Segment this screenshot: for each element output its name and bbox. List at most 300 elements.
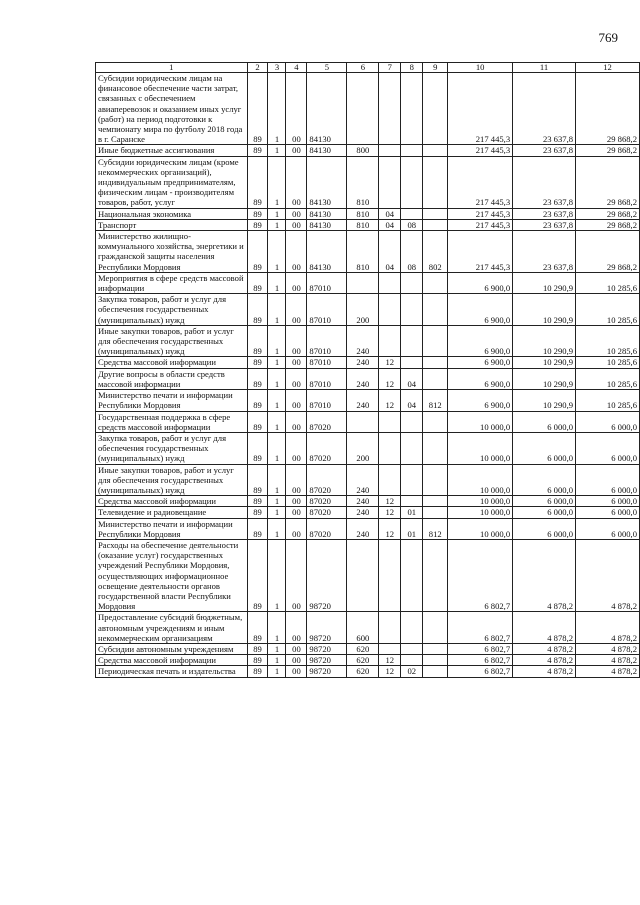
col-expense-type: 620 [347,655,379,666]
col-amount-2019: 4 878,2 [576,643,640,654]
table-row [96,73,640,145]
col-amount-2019: 10 285,6 [576,325,640,357]
col-subprogram: 00 [286,208,307,219]
col-amount-2017: 217 445,3 [448,145,513,156]
col-subprogram: 00 [286,145,307,156]
table-row [96,432,640,464]
column-header: 9 [423,63,448,73]
col-direction: 98720 [307,643,347,654]
table-row [96,156,640,208]
col-expense-type [347,272,379,293]
col-subsection [401,156,423,208]
col-amount-2018: 10 290,9 [513,390,576,411]
col-program: 1 [268,208,286,219]
col-amount-2018: 10 290,9 [513,357,576,368]
col-amount-2018: 23 637,8 [513,208,576,219]
col-department [423,539,448,611]
col-section [379,612,401,644]
col-section: 12 [379,666,401,677]
col-program: 1 [268,643,286,654]
col-department: 812 [423,518,448,539]
col-amount-2018: 10 290,9 [513,272,576,293]
row-name: Средства массовой информации [96,655,248,666]
col-expense-type: 800 [347,145,379,156]
col-admin: 89 [247,464,268,496]
col-amount-2019: 10 285,6 [576,368,640,389]
col-direction: 87010 [307,325,347,357]
col-amount-2018: 4 878,2 [513,643,576,654]
col-department [423,643,448,654]
col-amount-2017: 6 900,0 [448,368,513,389]
col-department [423,655,448,666]
col-subsection: 08 [401,231,423,273]
col-program: 1 [268,507,286,518]
col-program: 1 [268,145,286,156]
col-admin: 89 [247,496,268,507]
col-department [423,325,448,357]
col-subprogram: 00 [286,518,307,539]
col-amount-2017: 10 000,0 [448,432,513,464]
table-row [96,145,640,156]
col-expense-type: 200 [347,294,379,326]
table-row [96,390,640,411]
row-name: Иные закупки товаров, работ и услуг для обеспечения государственных (муниципальных) нужд [96,464,248,496]
col-subprogram: 00 [286,156,307,208]
col-subprogram: 00 [286,272,307,293]
col-expense-type: 620 [347,643,379,654]
col-amount-2018: 6 000,0 [513,411,576,432]
col-amount-2017: 6 900,0 [448,294,513,326]
col-department [423,464,448,496]
table-row [96,272,640,293]
col-section: 12 [379,496,401,507]
col-amount-2018: 4 878,2 [513,655,576,666]
col-direction: 87010 [307,390,347,411]
col-section: 12 [379,518,401,539]
col-admin: 89 [247,325,268,357]
col-department [423,145,448,156]
col-direction: 87020 [307,411,347,432]
col-direction: 98720 [307,655,347,666]
col-section: 04 [379,231,401,273]
col-subprogram: 00 [286,432,307,464]
col-amount-2017: 6 900,0 [448,325,513,357]
col-expense-type [347,73,379,145]
col-department [423,208,448,219]
col-section: 12 [379,507,401,518]
col-program: 1 [268,357,286,368]
table-row [96,219,640,230]
column-header: 2 [247,63,268,73]
col-amount-2018: 23 637,8 [513,156,576,208]
col-program: 1 [268,496,286,507]
col-program: 1 [268,156,286,208]
col-subprogram: 00 [286,643,307,654]
col-expense-type: 240 [347,325,379,357]
col-amount-2019: 29 868,2 [576,73,640,145]
table-row [96,518,640,539]
col-expense-type: 240 [347,518,379,539]
column-header: 7 [379,63,401,73]
col-amount-2018: 10 290,9 [513,294,576,326]
col-amount-2018: 6 000,0 [513,496,576,507]
row-name: Средства массовой информации [96,496,248,507]
col-subprogram: 00 [286,357,307,368]
col-section [379,464,401,496]
col-program: 1 [268,612,286,644]
col-department [423,432,448,464]
col-amount-2019: 6 000,0 [576,507,640,518]
col-admin: 89 [247,73,268,145]
col-amount-2019: 6 000,0 [576,496,640,507]
col-direction: 87010 [307,294,347,326]
table-row [96,612,640,644]
col-amount-2019: 6 000,0 [576,518,640,539]
col-section: 04 [379,208,401,219]
column-header: 10 [448,63,513,73]
col-amount-2018: 23 637,8 [513,73,576,145]
col-amount-2017: 6 802,7 [448,539,513,611]
col-department: 802 [423,231,448,273]
col-amount-2017: 6 802,7 [448,612,513,644]
col-amount-2017: 6 900,0 [448,272,513,293]
row-name: Закупка товаров, работ и услуг для обеспечения государственных (муниципальных) нужд [96,432,248,464]
col-amount-2019: 10 285,6 [576,294,640,326]
col-program: 1 [268,666,286,677]
col-admin: 89 [247,411,268,432]
col-admin: 89 [247,272,268,293]
col-program: 1 [268,272,286,293]
col-direction: 87020 [307,464,347,496]
table-row [96,666,640,677]
table-row [96,231,640,273]
col-expense-type: 200 [347,432,379,464]
page-number: 769 [598,30,618,45]
row-name: Министерство печати и информации Республики Мордовия [96,518,248,539]
col-amount-2017: 6 900,0 [448,390,513,411]
col-section [379,294,401,326]
col-program: 1 [268,219,286,230]
col-subsection [401,539,423,611]
col-admin: 89 [247,612,268,644]
table-row [96,368,640,389]
col-amount-2019: 4 878,2 [576,655,640,666]
table-row [96,507,640,518]
col-subprogram: 00 [286,666,307,677]
col-direction: 98720 [307,612,347,644]
col-section [379,643,401,654]
table-row [96,539,640,611]
col-subsection [401,411,423,432]
col-admin: 89 [247,507,268,518]
col-subsection [401,496,423,507]
row-name: Государственная поддержка в сфере средств массовой информации [96,411,248,432]
col-expense-type: 240 [347,368,379,389]
col-admin: 89 [247,666,268,677]
col-admin: 89 [247,539,268,611]
col-subsection [401,432,423,464]
col-expense-type: 240 [347,496,379,507]
col-section: 12 [379,390,401,411]
col-program: 1 [268,464,286,496]
row-name: Телевидение и радиовещание [96,507,248,518]
col-admin: 89 [247,643,268,654]
col-department [423,496,448,507]
column-header: 12 [576,63,640,73]
col-department [423,666,448,677]
col-expense-type: 810 [347,219,379,230]
col-amount-2019: 29 868,2 [576,145,640,156]
col-amount-2019: 10 285,6 [576,390,640,411]
table-row [96,496,640,507]
col-program: 1 [268,368,286,389]
row-name: Министерство жилищно-коммунального хозяйства, энергетики и гражданской защиты населения Республики Мордовия [96,231,248,273]
col-section: 12 [379,368,401,389]
col-direction: 98720 [307,666,347,677]
col-department [423,294,448,326]
col-subsection [401,272,423,293]
col-expense-type: 810 [347,208,379,219]
budget-table-container [95,62,640,678]
row-name: Закупка товаров, работ и услуг для обеспечения государственных (муниципальных) нужд [96,294,248,326]
col-department: 812 [423,390,448,411]
row-name: Национальная экономика [96,208,248,219]
col-program: 1 [268,390,286,411]
col-program: 1 [268,294,286,326]
col-admin: 89 [247,294,268,326]
col-department [423,507,448,518]
header-row [96,63,640,73]
col-direction: 87020 [307,496,347,507]
col-amount-2018: 23 637,8 [513,219,576,230]
row-name: Субсидии юридическим лицам (кроме некоммерческих организаций), индивидуальным предпринимателям, физическим лицам - производителям товаров, работ, услуг [96,156,248,208]
col-expense-type: 600 [347,612,379,644]
col-department [423,73,448,145]
table-row [96,357,640,368]
col-amount-2017: 217 445,3 [448,156,513,208]
column-header: 3 [268,63,286,73]
col-subsection: 08 [401,219,423,230]
col-subprogram: 00 [286,325,307,357]
col-direction: 84130 [307,73,347,145]
col-department [423,357,448,368]
col-direction: 87010 [307,368,347,389]
col-program: 1 [268,411,286,432]
col-section [379,411,401,432]
col-amount-2017: 217 445,3 [448,231,513,273]
col-expense-type: 240 [347,390,379,411]
col-amount-2018: 4 878,2 [513,539,576,611]
col-amount-2019: 6 000,0 [576,432,640,464]
col-expense-type: 240 [347,507,379,518]
col-program: 1 [268,539,286,611]
row-name: Предоставление субсидий бюджетным, автономным учреждениям и иным некоммерческим организациям [96,612,248,644]
col-subsection [401,325,423,357]
col-subsection [401,643,423,654]
col-direction: 87010 [307,357,347,368]
col-amount-2019: 10 285,6 [576,272,640,293]
col-amount-2019: 4 878,2 [576,666,640,677]
col-section [379,272,401,293]
col-amount-2019: 6 000,0 [576,411,640,432]
col-program: 1 [268,325,286,357]
col-amount-2017: 6 802,7 [448,666,513,677]
col-amount-2017: 217 445,3 [448,219,513,230]
col-subsection: 04 [401,390,423,411]
table-body [96,73,640,678]
col-subprogram: 00 [286,294,307,326]
col-subsection [401,655,423,666]
col-program: 1 [268,518,286,539]
col-amount-2019: 6 000,0 [576,464,640,496]
col-amount-2017: 6 802,7 [448,643,513,654]
col-expense-type: 240 [347,464,379,496]
col-amount-2017: 6 802,7 [448,655,513,666]
col-subprogram: 00 [286,655,307,666]
row-name: Иные бюджетные ассигнования [96,145,248,156]
col-amount-2017: 10 000,0 [448,411,513,432]
col-subsection [401,612,423,644]
col-direction: 84130 [307,145,347,156]
col-subsection: 04 [401,368,423,389]
col-amount-2017: 217 445,3 [448,208,513,219]
col-admin: 89 [247,390,268,411]
col-admin: 89 [247,145,268,156]
row-name: Периодическая печать и издательства [96,666,248,677]
col-section: 12 [379,655,401,666]
table-row [96,208,640,219]
column-header: 11 [513,63,576,73]
table-row [96,464,640,496]
col-admin: 89 [247,231,268,273]
col-subprogram: 00 [286,73,307,145]
col-subsection [401,145,423,156]
col-amount-2019: 29 868,2 [576,156,640,208]
col-subsection: 01 [401,507,423,518]
col-section [379,145,401,156]
col-amount-2018: 10 290,9 [513,325,576,357]
col-admin: 89 [247,432,268,464]
row-name: Субсидии автономным учреждениям [96,643,248,654]
col-amount-2018: 4 878,2 [513,612,576,644]
col-program: 1 [268,231,286,273]
col-section: 04 [379,219,401,230]
col-department [423,612,448,644]
col-subprogram: 00 [286,219,307,230]
column-header: 6 [347,63,379,73]
row-name: Иные закупки товаров, работ и услуг для обеспечения государственных (муниципальных) нужд [96,325,248,357]
col-direction: 87020 [307,432,347,464]
col-amount-2019: 4 878,2 [576,539,640,611]
col-direction: 87010 [307,272,347,293]
column-header: 8 [401,63,423,73]
col-direction: 84130 [307,208,347,219]
col-section [379,156,401,208]
col-admin: 89 [247,357,268,368]
col-amount-2019: 29 868,2 [576,208,640,219]
col-subsection [401,73,423,145]
col-subsection [401,464,423,496]
row-name: Мероприятия в сфере средств массовой информации [96,272,248,293]
col-admin: 89 [247,655,268,666]
col-amount-2017: 10 000,0 [448,496,513,507]
col-expense-type: 810 [347,156,379,208]
col-direction: 84130 [307,231,347,273]
col-direction: 87020 [307,518,347,539]
col-direction: 87020 [307,507,347,518]
col-amount-2019: 29 868,2 [576,231,640,273]
col-amount-2018: 10 290,9 [513,368,576,389]
col-subsection: 01 [401,518,423,539]
col-department [423,368,448,389]
col-direction: 84130 [307,219,347,230]
column-header: 5 [307,63,347,73]
col-amount-2019: 4 878,2 [576,612,640,644]
col-program: 1 [268,73,286,145]
col-expense-type: 240 [347,357,379,368]
col-amount-2019: 10 285,6 [576,357,640,368]
col-amount-2018: 23 637,8 [513,231,576,273]
col-section [379,73,401,145]
col-expense-type [347,539,379,611]
col-amount-2017: 6 900,0 [448,357,513,368]
col-subprogram: 00 [286,390,307,411]
col-amount-2018: 6 000,0 [513,518,576,539]
col-amount-2018: 6 000,0 [513,507,576,518]
col-section: 12 [379,357,401,368]
table-row [96,325,640,357]
col-admin: 89 [247,219,268,230]
col-section [379,539,401,611]
col-program: 1 [268,432,286,464]
col-amount-2018: 6 000,0 [513,432,576,464]
table-row [96,655,640,666]
col-subprogram: 00 [286,507,307,518]
col-subsection [401,357,423,368]
col-subsection [401,208,423,219]
col-department [423,219,448,230]
col-amount-2017: 217 445,3 [448,73,513,145]
col-program: 1 [268,655,286,666]
row-name: Другие вопросы в области средств массовой информации [96,368,248,389]
col-subprogram: 00 [286,231,307,273]
col-amount-2018: 6 000,0 [513,464,576,496]
table-row [96,643,640,654]
row-name: Министерство печати и информации Республики Мордовия [96,390,248,411]
col-subprogram: 00 [286,496,307,507]
col-expense-type: 810 [347,231,379,273]
budget-table [95,62,640,678]
col-subprogram: 00 [286,539,307,611]
col-amount-2017: 10 000,0 [448,464,513,496]
col-subprogram: 00 [286,612,307,644]
col-expense-type: 620 [347,666,379,677]
col-section [379,325,401,357]
col-admin: 89 [247,518,268,539]
col-amount-2018: 4 878,2 [513,666,576,677]
row-name: Транспорт [96,219,248,230]
col-department [423,156,448,208]
col-expense-type [347,411,379,432]
row-name: Субсидии юридическим лицам на финансовое обеспечение части затрат, связанных с обеспечением авиаперевозок и оказанием иных услуг (работ) на период подготовки к чемпионату мира по футболу 2018 года в г. Саранске [96,73,248,145]
col-admin: 89 [247,368,268,389]
table-row [96,294,640,326]
col-amount-2018: 23 637,8 [513,145,576,156]
col-subsection [401,294,423,326]
col-department [423,272,448,293]
col-subprogram: 00 [286,368,307,389]
col-department [423,411,448,432]
